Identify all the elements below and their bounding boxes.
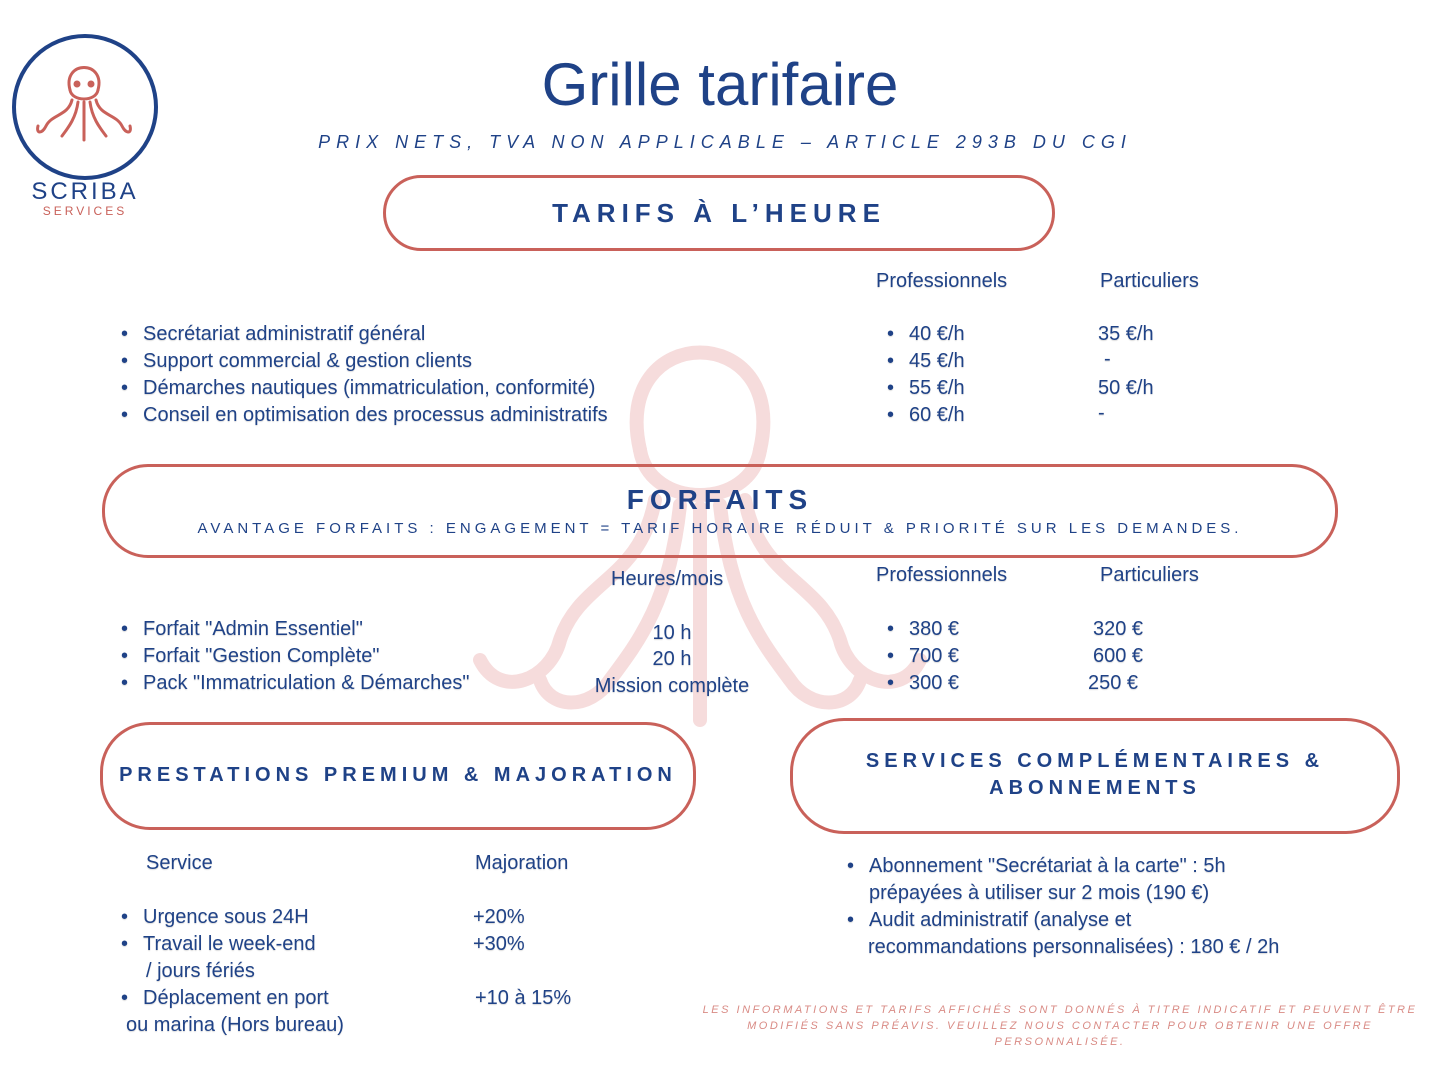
premium-item-value: +20% [473, 906, 525, 928]
services-item-cont: prépayées à utiliser sur 2 mois (190 €) [869, 882, 1210, 904]
packages-col-part: Particuliers [1100, 564, 1199, 586]
disclaimer [680, 1002, 1440, 1050]
hourly-item-pro: • 40 €/h [909, 323, 965, 346]
package-item-part: 250 € [1088, 672, 1139, 694]
premium-item-service: • Urgence sous 24H [143, 906, 309, 929]
page-title: Grille tarifaire [541, 51, 899, 118]
brand-name: SCRIBA [31, 178, 139, 205]
hourly-item-part: 50 €/h [1098, 377, 1154, 399]
package-item-part: 600 € [1093, 645, 1144, 667]
services-section-header [790, 718, 1400, 834]
disclaimer-line: MODIFIÉS SANS PRÉAVIS. VEUILLEZ NOUS CONTACTER POUR OBTENIR UNE OFFRE [747, 1020, 1373, 1032]
hourly-col-pro: Professionnels [876, 270, 1008, 292]
package-item-label: • Pack "Immatriculation & Démarches" [143, 672, 470, 695]
premium-item-value: +10 à 15% [475, 987, 572, 1009]
premium-col-service: Service [146, 852, 213, 874]
package-item-part: 320 € [1093, 618, 1144, 640]
hourly-item-label: • Démarches nautiques (immatriculation, conformité) [143, 377, 595, 400]
hourly-item-pro: • 60 €/h [909, 404, 965, 427]
package-item-hours: 10 h [652, 622, 692, 644]
package-item-label: • Forfait "Admin Essentiel" [143, 618, 363, 641]
services-item-cont: recommandations personnalisées) : 180 € / 2h [868, 936, 1280, 958]
premium-item-service-cont: ou marina (Hors bureau) [126, 1014, 344, 1036]
package-item-label: • Forfait "Gestion Complète" [143, 645, 380, 668]
premium-col-majoration: Majoration [475, 852, 569, 874]
premium-heading: PRESTATIONS PREMIUM & MAJORATION [119, 764, 677, 786]
disclaimer-line: PERSONNALISÉE. [994, 1036, 1126, 1048]
hourly-col-part: Particuliers [1100, 270, 1199, 292]
hourly-item-label: • Support commercial & gestion clients [143, 350, 472, 373]
packages-col-pro: Professionnels [876, 564, 1008, 586]
services-item: • Audit administratif (analyse et [869, 909, 1131, 932]
premium-item-service-cont: / jours fériés [146, 960, 255, 982]
package-item-hours: 20 h [652, 648, 692, 670]
premium-item-service: • Travail le week-end [143, 933, 316, 956]
premium-item-service: • Déplacement en port [143, 987, 329, 1010]
hourly-item-part: 35 €/h [1098, 323, 1154, 345]
package-item-hours: Mission complète [594, 675, 750, 697]
package-item-pro: • 700 € [909, 645, 959, 668]
services-heading: ABONNEMENTS [989, 777, 1201, 799]
packages-heading: FORFAITS [626, 484, 814, 515]
page-subtitle: PRIX NETS, TVA NON APPLICABLE – ARTICLE 293B DU CGI [318, 132, 1132, 152]
package-item-pro: • 300 € [909, 672, 959, 695]
packages-col-hours: Heures/mois [611, 568, 724, 590]
services-heading: SERVICES COMPLÉMENTAIRES & [865, 750, 1325, 772]
hourly-item-label: • Secrétariat administratif général [143, 323, 425, 346]
brand-tagline: SERVICES [42, 204, 128, 218]
disclaimer-line: LES INFORMATIONS ET TARIFS AFFICHÉS SONT DONNÉS À TITRE INDICATIF ET PEUVENT ÊTRE [702, 1004, 1418, 1016]
hourly-item-pro: • 55 €/h [909, 377, 965, 400]
hourly-item-part: - [1104, 348, 1111, 370]
package-item-pro: • 380 € [909, 618, 959, 641]
hourly-item-pro: • 45 €/h [909, 350, 965, 373]
hourly-item-part: - [1098, 402, 1105, 424]
packages-subheading: AVANTAGE FORFAITS : ENGAGEMENT = TARIF HORAIRE RÉDUIT & PRIORITÉ SUR LES DEMANDES. [197, 520, 1243, 537]
services-item: • Abonnement "Secrétariat à la carte" : 5h [869, 855, 1226, 878]
premium-item-value: +30% [473, 933, 525, 955]
hourly-heading: TARIFS À L’HEURE [552, 198, 886, 228]
octopus-logo-icon [32, 56, 136, 146]
hourly-item-label: • Conseil en optimisation des processus administratifs [143, 404, 608, 427]
